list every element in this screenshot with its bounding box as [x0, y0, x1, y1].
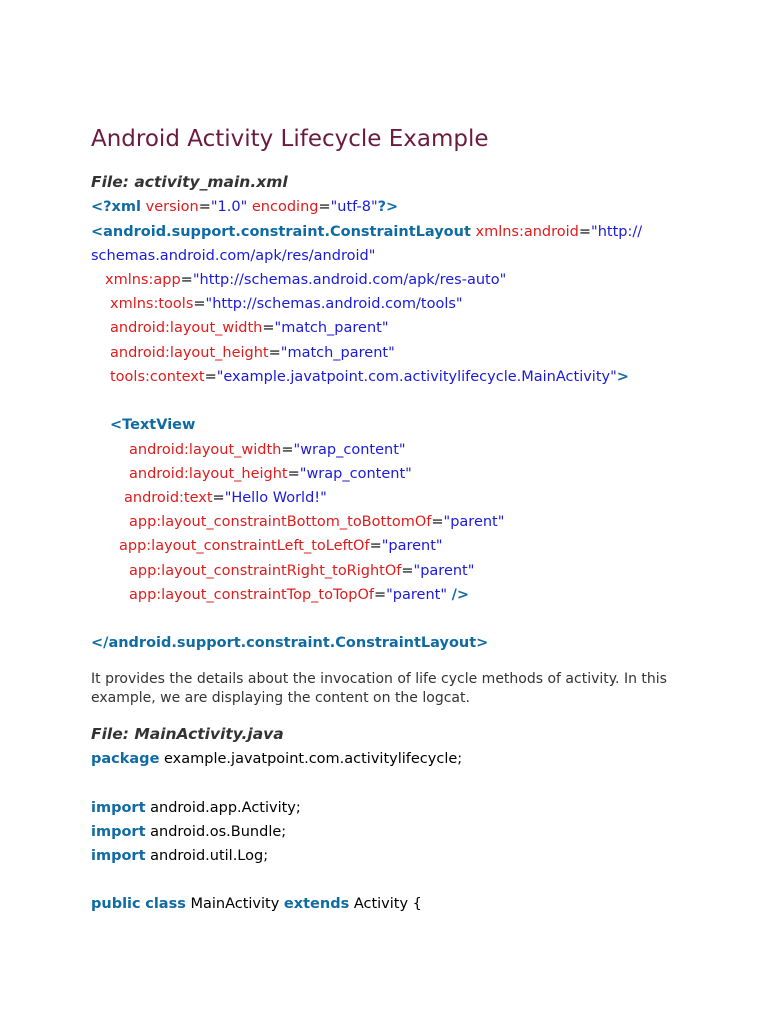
equals-sign: = — [212, 490, 225, 506]
class-name: MainActivity — [190, 896, 280, 912]
tv-right-attr: app:layout_constraintRight_toRightOf — [129, 563, 402, 579]
layout-height-attr: android:layout_height — [110, 345, 269, 361]
tv-bottom-val: "parent" — [443, 514, 505, 530]
xmlns-app-attr: xmlns:app — [105, 272, 181, 288]
equals-sign: = — [401, 563, 414, 579]
extends-keyword: extends — [283, 896, 350, 912]
java-import-line — [91, 798, 301, 818]
tv-height-attr: android:layout_height — [129, 466, 288, 482]
tv-top-attr: app:layout_constraintTop_toTopOf — [129, 587, 374, 603]
equals-sign: = — [373, 587, 387, 603]
xml-root-open: <android.support.constraint.ConstraintLayout — [91, 224, 471, 240]
tv-left-val: "parent" — [381, 538, 443, 554]
layout-width-attr: android:layout_width — [110, 320, 263, 336]
tv-bottom-line — [129, 512, 504, 532]
equals-sign: = — [268, 345, 281, 361]
tv-right-line — [129, 561, 474, 581]
import-keyword: import — [91, 824, 146, 840]
equals-sign: = — [198, 199, 211, 215]
tools-context-attr: tools:context — [110, 369, 205, 385]
xmlns-app-val: "http://schemas.android.com/apk/res-auto" — [192, 272, 507, 288]
layout-height-line — [110, 343, 395, 363]
xml-file-label: File: activity_main.xml — [91, 173, 288, 191]
layout-height-val: "match_parent" — [280, 345, 395, 361]
java-import-line — [91, 822, 286, 842]
tv-left-line — [119, 536, 443, 556]
java-class-line — [91, 894, 422, 914]
equals-sign: = — [287, 466, 300, 482]
xml-decl-version-val: "1.0" — [210, 199, 248, 215]
textview-open: <TextView — [110, 417, 196, 433]
import-keyword: import — [91, 848, 146, 864]
equals-sign: = — [204, 369, 217, 385]
package-keyword: package — [91, 751, 160, 767]
textview-self-close: /> — [451, 587, 470, 603]
textview-open-line — [110, 415, 195, 435]
xmlns-tools-val: "http://schemas.android.com/tools" — [205, 296, 463, 312]
xml-declaration-line — [91, 197, 398, 217]
tv-text-val: "Hello World!" — [224, 490, 327, 506]
equals-sign: = — [180, 272, 193, 288]
xmlns-android-val-part1: "http:// — [591, 224, 643, 240]
public-keyword: public — [91, 896, 141, 912]
xml-decl-version-attr: version — [145, 199, 199, 215]
xml-decl-encoding-attr: encoding — [251, 199, 319, 215]
page-title: Android Activity Lifecycle Example — [91, 126, 489, 152]
xml-root-close-line — [91, 633, 488, 653]
class-keyword: class — [145, 896, 186, 912]
tv-height-val: "wrap_content" — [299, 466, 412, 482]
import-log: android.util.Log; — [150, 848, 269, 864]
layout-width-val: "match_parent" — [274, 320, 389, 336]
tv-left-attr: app:layout_constraintLeft_toLeftOf — [119, 538, 370, 554]
import-activity: android.app.Activity; — [150, 800, 301, 816]
tv-text-line — [124, 488, 327, 508]
import-keyword: import — [91, 800, 146, 816]
import-bundle: android.os.Bundle; — [150, 824, 287, 840]
equals-sign: = — [281, 442, 294, 458]
equals-sign: = — [193, 296, 206, 312]
layout-width-line — [110, 318, 389, 338]
equals-sign: = — [578, 224, 592, 240]
tools-context-line — [110, 367, 629, 387]
java-file-label: File: MainActivity.java — [91, 725, 284, 743]
xmlns-app-line — [105, 270, 506, 290]
tv-width-attr: android:layout_width — [129, 442, 282, 458]
equals-sign: = — [318, 199, 331, 215]
tv-width-line — [129, 440, 406, 460]
super-class-name: Activity { — [353, 896, 422, 912]
tv-top-val: "parent" — [386, 587, 447, 603]
xmlns-android-val-part2: schemas.android.com/apk/res/android" — [91, 248, 376, 264]
tools-context-val: "example.javatpoint.com.activitylifecycle.MainActivity" — [216, 369, 617, 385]
description-paragraph: It provides the details about the invocation of life cycle methods of activity. In this example, we are displaying the content on the logcat. — [91, 671, 667, 706]
xml-root-open-close: > — [616, 369, 629, 385]
tv-right-val: "parent" — [413, 563, 475, 579]
tv-bottom-attr: app:layout_constraintBottom_toBottomOf — [129, 514, 432, 530]
equals-sign: = — [431, 514, 444, 530]
tv-text-attr: android:text — [124, 490, 213, 506]
xml-root-close: </android.support.constraint.ConstraintLayout> — [91, 635, 489, 651]
xml-decl-open: <?xml — [91, 199, 141, 215]
equals-sign: = — [369, 538, 382, 554]
xml-decl-encoding-val: "utf-8" — [330, 199, 378, 215]
xml-decl-close: ?> — [377, 199, 399, 215]
xmlns-android-attr: xmlns:android — [475, 224, 579, 240]
xml-root-open-line — [91, 222, 642, 242]
xmlns-tools-attr: xmlns:tools — [110, 296, 194, 312]
java-import-line — [91, 846, 268, 866]
xmlns-tools-line — [110, 294, 463, 314]
equals-sign: = — [262, 320, 275, 336]
tv-top-line — [129, 585, 469, 605]
package-name: example.javatpoint.com.activitylifecycle; — [164, 751, 463, 767]
java-package-line — [91, 749, 462, 769]
tv-height-line — [129, 464, 412, 484]
tv-width-val: "wrap_content" — [293, 442, 406, 458]
xml-root-open-line-wrap — [91, 246, 375, 266]
